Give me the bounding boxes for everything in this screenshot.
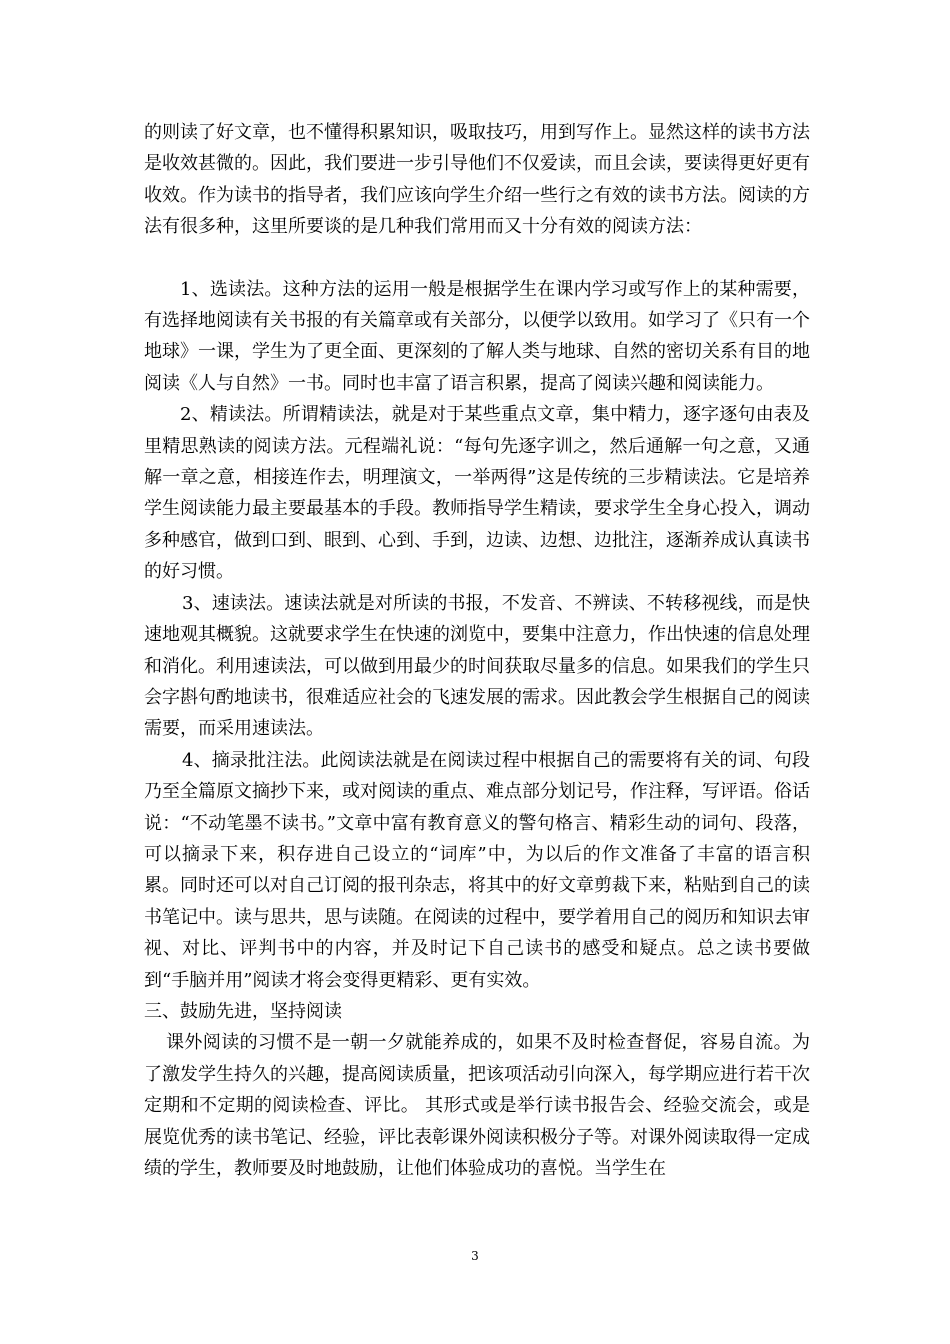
paragraph-intensive-reading: 2、精读法。所谓精读法，就是对于某些重点文章，集中精力，逐字逐句由表及里精思熟读的阅读方法。元程端礼说：“每句先逐字训之，然后通解一句之意，又通解一章之意，相接连作去，明理演文，一举两得”这是传统的三步精读法。它是培养学生阅读能力最主要最基本的手段。教师指导学生精读，要求学生全身心投入，调动多种感官，做到口到、眼到、心到、手到，边读、边想、边批注，逐渐养成认真读书的好习惯。 bbox=[144, 404, 810, 583]
paragraph-excerpt-annotation: 4、摘录批注法。此阅读法就是在阅读过程中根据自己的需要将有关的词、句段乃至全篇原文摘抄下来，或对阅读的重点、难点部分划记号，作注释，写评语。俗话说：“不动笔墨不读书。”文章中富有教育意义的警句格言、精彩生动的词句、段落，可以摘录下来，积存进自己设立的“词库”中，为以后的作文准备了丰富的语言积累。同时还可以对自己订阅的报刊杂志，将其中的好文章剪裁下来，粘贴到自己的读书笔记中。读与思共，思与读随。在阅读的过程中，要学着用自己的阅历和知识去审视、对比、评判书中的内容，并及时记下自己读书的感受和疑点。总之读书要做到“手脑并用”阅读才将会变得更精彩、更有实效。 bbox=[144, 749, 810, 991]
paragraph-reading-methods-intro: 的则读了好文章，也不懂得积累知识，吸取技巧，用到写作上。显然这样的读书方法是收效甚微的。因此，我们要进一步引导他们不仅爱读，而且会读，要读得更好更有收效。作为读书的指导者，我们应该向学生介绍一些行之有效的读书方法。阅读的方法有很多种，这里所要谈的是几种我们常用而又十分有效的阅读方法： bbox=[144, 122, 810, 238]
document-body bbox=[144, 117, 810, 1184]
section-heading-encourage: 三、鼓励先进，坚持阅读 bbox=[144, 1000, 342, 1022]
page-number: 3 bbox=[471, 1249, 479, 1263]
paragraph-speed-reading: 3、速读法。速读法就是对所读的书报，不发音、不辨读、不转移视线，而是快速地观其概貌。这就要求学生在快速的浏览中，要集中注意力，作出快速的信息处理和消化。利用速读法，可以做到用最少的时间获取尽量多的信息。如果我们的学生只会字斟句酌地读书，很难适应社会的飞速发展的需求。因此教会学生根据自己的阅读需要，而采用速读法。 bbox=[144, 592, 810, 740]
paragraph-encourage-reading: 课外阅读的习惯不是一朝一夕就能养成的，如果不及时检查督促，容易自流。为了激发学生持久的兴趣，提高阅读质量，把该项活动引向深入，每学期应进行若干次定期和不定期的阅读检查、评比。 其形式或是举行读书报告会、经验交流会，或是展览优秀的读书笔记、经验，评比表彰课外阅读积极分子等。对课外阅读取得一定成绩的学生，教师要及时地鼓励，让他们体验成功的喜悦。当学生在 bbox=[144, 1032, 810, 1179]
paragraph-selective-reading: 1、选读法。这种方法的运用一般是根据学生在课内学习或写作上的某种需要，有选择地阅读有关书报的有关篇章或有关部分，以便学以致用。如学习了《只有一个地球》一课，学生为了更全面、更深刻的了解人类与地球、自然的密切关系有目的地阅读《人与自然》一书。同时也丰富了语言积累，提高了阅读兴趣和阅读能力。 bbox=[144, 278, 810, 394]
